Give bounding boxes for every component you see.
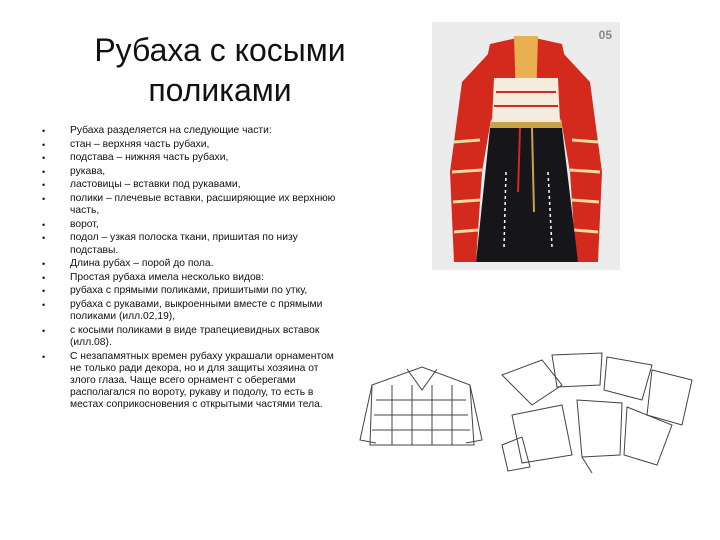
shirt-pattern-sketch — [352, 345, 704, 475]
costume-illustration — [432, 22, 620, 270]
bullet-list — [42, 125, 342, 413]
bullet-item: • с косыми поликами в виде трапециевидных вставок (илл.08). — [42, 324, 320, 348]
bullet-item: • стан – верхняя часть рубахи, — [42, 138, 210, 150]
bullet-item: • рубаха с прямыми поликами, пришитыми по утку, — [42, 285, 308, 297]
bullet-item: • Рубаха разделяется на следующие части: — [42, 125, 272, 136]
bullet-item: • Длина рубах – порой до пола. — [42, 258, 214, 270]
bullet-item: • полики – плечевые вставки, расширяющие их верхнюю часть, — [42, 192, 336, 217]
bullet-item: • рукава, — [42, 165, 106, 177]
bullet-item: • ворот, — [42, 218, 99, 230]
bullet-item: • рубаха с рукавами, выкроенными вместе с прямыми поликами (илл.02,19), — [42, 298, 323, 323]
bullet-item: • ластовицы – вставки под рукавами, — [42, 179, 241, 191]
bullet-item: • подстава – нижняя часть рубахи, — [42, 152, 229, 164]
slide-title: Рубаха с косыми поликами — [94, 32, 346, 108]
photo-number: 05 — [598, 28, 612, 42]
bullet-item: • Простая рубаха имела несколько видов: — [42, 271, 265, 283]
bullet-item: • подол – узкая полоска ткани, пришитая по низу подставы. — [42, 232, 298, 256]
bullet-item: • С незапамятных времен рубаху украшали орнаментом не только ради декора, но и для защиты хозяина от злого глаза. Чаще всего орнамент с оберегами располагался по вороту, рукаву и подолу, то есть в местах соприкосновения с открытыми частями тела. — [42, 350, 334, 411]
costume-photo — [432, 22, 620, 270]
